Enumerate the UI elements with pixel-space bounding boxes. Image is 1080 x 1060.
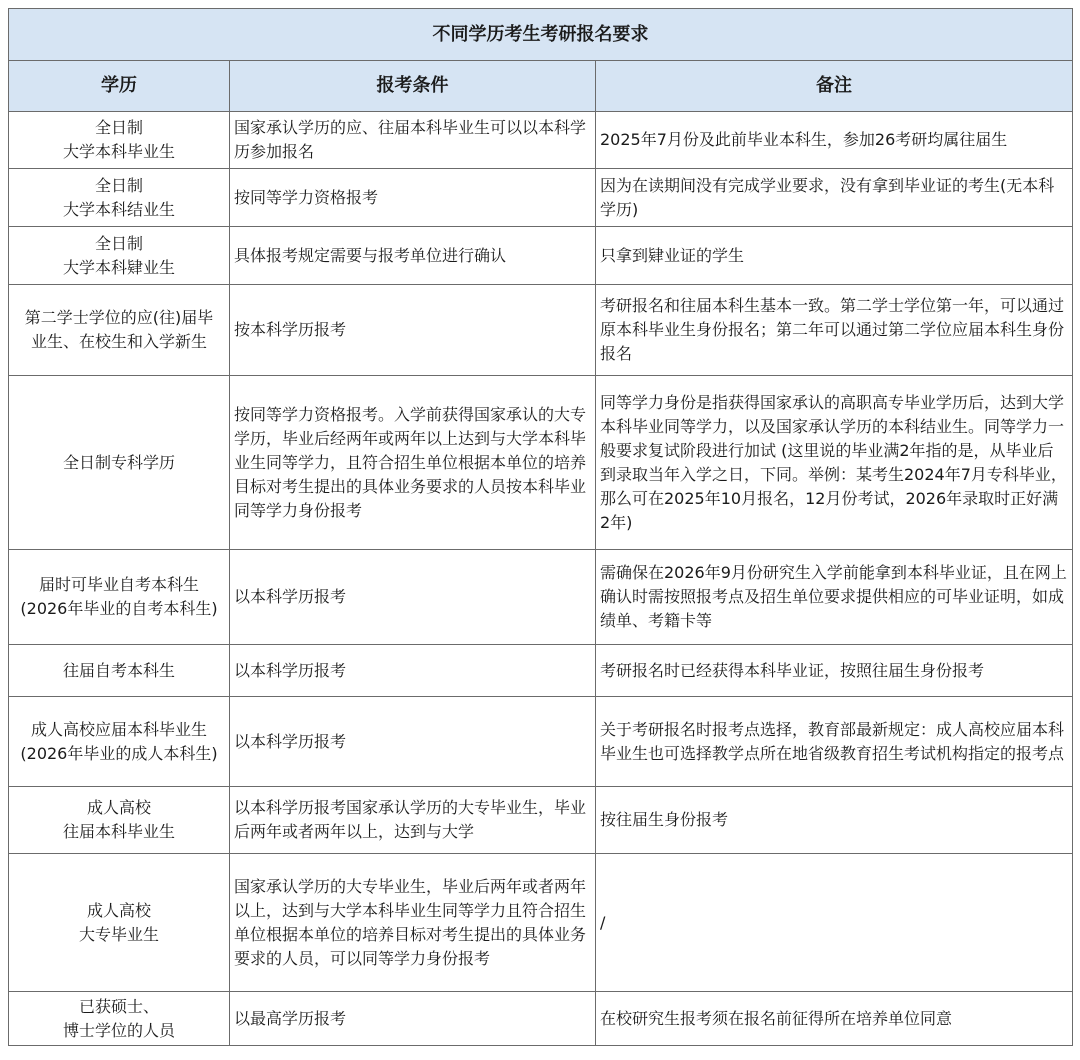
education-line: 成人高校应届本科毕业生 (30, 719, 207, 739)
education-cell (9, 854, 230, 992)
note-cell: 同等学力身份是指获得国家承认的高职高专毕业学历后，达到大学本科毕业同等学力，以及国家承认学历的本科结业生。同等学力一般要求复试阶段进行加试 (这里说的毕业满2年指的是，从毕业后到录取当年入学之日，下同。举例：某考生2024年7月专科毕业，那么可在2025年10月报名，12月份考试，2026年录取时正好满2年) (596, 376, 1073, 550)
header-note: 备注 (596, 61, 1073, 112)
table-row (9, 285, 1073, 376)
education-line: (2026年毕业的自考本科生) (20, 599, 218, 618)
table-title: 不同学历考生考研报名要求 (9, 9, 1073, 61)
education-cell (9, 285, 230, 376)
education-cell (9, 376, 230, 550)
education-line: 全日制 (94, 233, 143, 253)
condition-cell: 以本科学历报考 (230, 697, 596, 787)
note-cell: / (596, 854, 1073, 992)
condition-cell: 以本科学历报考 (230, 550, 596, 645)
education-cell (9, 645, 230, 697)
note-cell: 关于考研报名时报考点选择，教育部最新规定：成人高校应届本科毕业生也可选择教学点所在地省级教育招生考试机构指定的报考点 (596, 697, 1073, 787)
education-line: 成人高校 (86, 798, 151, 817)
education-line: 博士学位的人员 (62, 1020, 175, 1040)
condition-cell: 按同等学力资格报考。入学前获得国家承认的大专学历，毕业后经两年或两年以上达到与大学本科毕业生同等学力，且符合招生单位根据本单位的培养目标对考生提出的具体业务要求的人员按本科毕业同等学力身份报考 (230, 376, 596, 550)
table-row (9, 112, 1073, 169)
table-row (9, 550, 1073, 645)
education-line: 届时可毕业自考本科生 (38, 575, 199, 594)
education-line: 全日制 (94, 175, 143, 195)
education-line: 成人高校 (86, 900, 151, 920)
condition-cell: 以本科学历报考国家承认学历的大专毕业生，毕业后两年或者两年以上，达到与大学 (230, 787, 596, 854)
education-cell (9, 787, 230, 854)
education-line: 大学本科结业生 (62, 199, 175, 219)
note-cell: 考研报名和往届本科生基本一致。第二学士学位第一年，可以通过原本科毕业生身份报名；第二年可以通过第二学位应届本科生身份报名 (596, 285, 1073, 376)
condition-cell: 以本科学历报考 (230, 645, 596, 697)
header-education: 学历 (9, 61, 230, 112)
table-row (9, 992, 1073, 1046)
education-line: 大专毕业生 (78, 924, 159, 944)
note-cell: 2025年7月份及此前毕业本科生，参加26考研均属往届生 (596, 112, 1073, 169)
education-line: 第二学士学位的应(往)届毕 (24, 308, 214, 327)
table-row (9, 376, 1073, 550)
education-line: 业生、在校生和入学新生 (30, 332, 207, 351)
note-cell: 需确保在2026年9月份研究生入学前能拿到本科毕业证，且在网上确认时需按照报考点及招生单位要求提供相应的可毕业证明，如成绩单、考籍卡等 (596, 550, 1073, 645)
note-cell: 在校研究生报考须在报名前征得所在培养单位同意 (596, 992, 1073, 1046)
table-title-row (9, 9, 1073, 61)
condition-cell: 按同等学力资格报考 (230, 169, 596, 227)
table-row (9, 645, 1073, 697)
education-line: 已获硕士、 (78, 996, 159, 1016)
education-line: 全日制 (94, 118, 143, 137)
note-cell: 因为在读期间没有完成学业要求，没有拿到毕业证的考生(无本科学历) (596, 169, 1073, 227)
condition-cell: 以最高学历报考 (230, 992, 596, 1046)
condition-cell: 具体报考规定需要与报考单位进行确认 (230, 227, 596, 285)
education-cell (9, 169, 230, 227)
condition-cell: 按本科学历报考 (230, 285, 596, 376)
education-cell (9, 112, 230, 169)
requirements-document (8, 8, 1072, 1046)
condition-cell: 国家承认学历的应、往届本科毕业生可以以本科学历参加报名 (230, 112, 596, 169)
education-cell (9, 550, 230, 645)
table-row (9, 787, 1073, 854)
education-cell (9, 697, 230, 787)
note-cell: 按往届生身份报考 (596, 787, 1073, 854)
education-line: 全日制专科学历 (62, 452, 175, 472)
header-condition: 报考条件 (230, 61, 596, 112)
note-cell: 只拿到肄业证的学生 (596, 227, 1073, 285)
table-row (9, 169, 1073, 227)
requirements-table (8, 8, 1073, 1046)
table-row (9, 854, 1073, 992)
table-row (9, 697, 1073, 787)
condition-cell: 国家承认学历的大专毕业生，毕业后两年或者两年以上，达到与大学本科毕业生同等学力且符合招生单位根据本单位的培养目标对考生提出的具体业务要求的人员，可以同等学力身份报考 (230, 854, 596, 992)
note-cell: 考研报名时已经获得本科毕业证，按照往届生身份报考 (596, 645, 1073, 697)
education-line: 往届自考本科生 (62, 660, 175, 680)
education-line: 大学本科肄业生 (62, 257, 175, 277)
table-header-row (9, 61, 1073, 112)
education-cell (9, 227, 230, 285)
education-line: 往届本科毕业生 (62, 822, 175, 841)
table-row (9, 227, 1073, 285)
education-line: (2026年毕业的成人本科生) (20, 743, 218, 763)
education-cell (9, 992, 230, 1046)
education-line: 大学本科毕业生 (62, 142, 175, 161)
